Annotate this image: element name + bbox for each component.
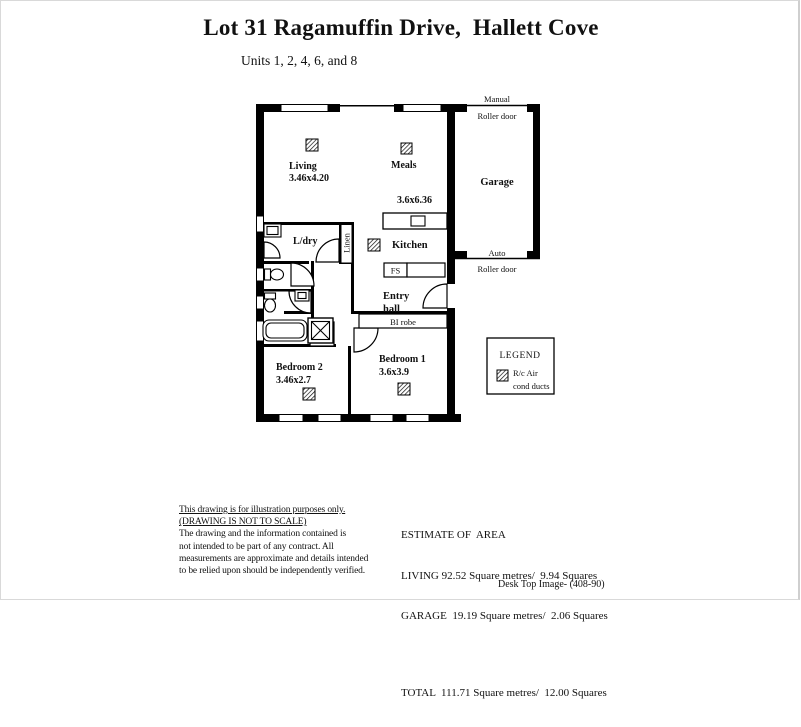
bedroom1-label: Bedroom 1 [379, 354, 426, 365]
toilet-icon [265, 269, 284, 280]
disclaimer-line: This drawing is for illustration purposes only. [179, 505, 346, 515]
units-subtitle: Units 1, 2, 4, 6, and 8 [241, 53, 358, 68]
disclaimer-line: not intended to be part of any contract. All [179, 541, 334, 552]
kitchen-bench [383, 213, 447, 229]
estimate-living-row: LIVING 92.52 Square metres/ 9.94 Squares [401, 569, 598, 582]
living-label: Living [289, 161, 317, 172]
bedroom1-dims: 3.6x3.9 [379, 367, 409, 378]
legend-title: LEGEND [499, 351, 541, 361]
air-duct-icon [306, 139, 318, 151]
laundry-label: L/dry [293, 236, 318, 247]
air-duct-icon [398, 383, 410, 395]
toilet-icon [265, 293, 276, 312]
disclaimer-line: (DRAWING IS NOT TO SCALE) [179, 517, 307, 528]
legend-item-label-2: cond ducts [513, 381, 550, 391]
window [257, 296, 264, 309]
air-duct-icon [401, 143, 412, 154]
linen-label: Linen [341, 233, 352, 253]
laundry-trough-icon [264, 224, 281, 237]
garage-top-door-label-2: Roller door [477, 111, 517, 121]
window [257, 216, 264, 232]
image-credit: Desk Top Image- (408-90) [498, 579, 605, 590]
estimate-total-row: TOTAL 111.71 Square metres/ 12.00 Squares [401, 686, 607, 699]
bedroom2-label: Bedroom 2 [276, 362, 323, 373]
entry-hall-label-2: hall [383, 304, 400, 315]
estimate-of-area-block [401, 502, 608, 727]
window [406, 415, 429, 422]
garage-bottom-door-label-2: Roller door [477, 264, 517, 274]
front-door-opening [447, 284, 456, 308]
window [318, 415, 341, 422]
garage-top-door-label-1: Manual [484, 94, 510, 104]
bathtub-icon [263, 320, 307, 341]
estimate-garage-row: GARAGE 19.19 Square metres/ 2.06 Squares [401, 610, 608, 622]
bedroom1-door-arc [354, 328, 378, 352]
window [403, 105, 441, 112]
meals-label: Meals [391, 160, 417, 171]
window [370, 415, 393, 422]
basin-icon [295, 290, 309, 301]
bedroom2-dims: 3.46x2.7 [276, 375, 311, 386]
garage-bottom-door-label-1: Auto [488, 248, 506, 258]
air-duct-icon [368, 239, 380, 251]
legend-item-label-1: R/c Air [513, 368, 538, 378]
shower-icon [308, 318, 333, 343]
air-duct-icon [303, 388, 315, 400]
meals-dims: 3.6x6.36 [397, 195, 432, 206]
floor-plan-drawing [251, 94, 571, 439]
bi-robe-label: BI robe [390, 317, 416, 327]
garage-label: Garage [480, 177, 514, 188]
fs-label: FS [390, 265, 401, 276]
legend-box [487, 338, 554, 394]
disclaimer-line: measurements are approximate and details intended [179, 553, 369, 564]
front-door-arc [423, 284, 447, 308]
window [281, 105, 328, 112]
sink-icon [411, 216, 425, 226]
kitchen-label: Kitchen [392, 240, 428, 251]
entry-hall-label-1: Entry [383, 291, 410, 302]
disclaimer-line: to be relied upon should be independently verified. [179, 566, 365, 577]
laundry-door-arc [316, 239, 339, 262]
living-dims: 3.46x4.20 [289, 173, 329, 184]
wc1-door-arc [291, 263, 314, 286]
air-duct-icon [497, 370, 508, 381]
disclaimer-line: The drawing and the information contained is [179, 529, 346, 540]
window [279, 415, 303, 422]
page-title: Lot 31 Ragamuffin Drive, Hallett Cove [203, 15, 599, 40]
cupboard [407, 263, 445, 277]
window [257, 268, 264, 281]
estimate-heading: ESTIMATE OF AREA [401, 529, 506, 541]
side-door-arc [264, 242, 280, 258]
disclaimer-block [179, 504, 379, 577]
